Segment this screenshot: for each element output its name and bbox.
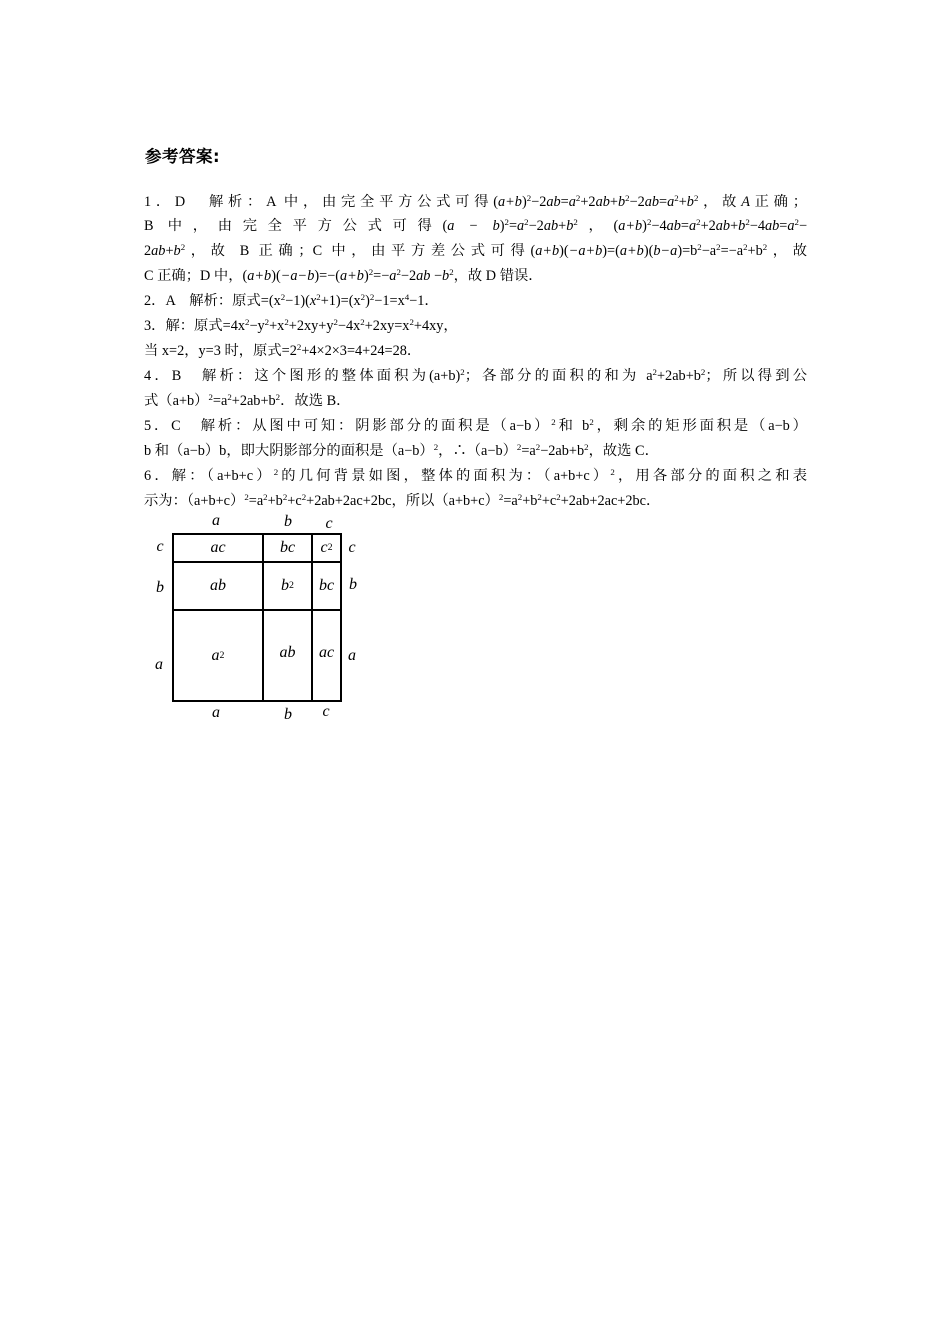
cell-b-squared: b 2 [281,577,294,594]
cell-bc: bc [279,539,296,556]
cell-ab: ab [210,577,226,594]
answer-1-line-3: $2ab+b^2$，故 B 正确；C 中，由平方差公式可得$(a+b)(-a+b)=(a+b)(b-a)=b^2-a^2=-a^2+b^2$，故 [144,242,807,259]
cell-ab-2: ab [279,643,296,661]
cell-ac-2: ac [318,643,335,661]
cell-ac: ac [210,539,226,556]
left-label-a: a [155,656,163,673]
left-label-b: b [156,579,164,596]
top-label-b: b [284,513,292,530]
bottom-label-b: b [284,706,292,723]
answer-6-line-2: 示为：$(a+b+c)^2=a^2+b^2+c^2+2ab+2ac+2bc$，所以$(a+b+c)^2=a^2+b^2+c^2+2ab+2ac+2bc$． [144,492,661,509]
right-label-b: b [349,576,357,593]
left-label-c: c [156,538,164,555]
top-label-a: a [212,512,220,529]
cell-c-squared: c 2 [320,539,333,556]
answer-4-line-1: 4．B 解析：这个图形的整体面积为$(a+b)^2$；各部分的面积的和为 $a^2+2ab+b^2$；所以得到公 [144,367,808,384]
bottom-label-a: a [212,704,220,721]
answer-1-line-4: C 正确；D 中，$(a+b)(-a-b)=-(a+b)^2=-a^2-2ab -b^2$，故 D 错误． [144,267,543,284]
right-label-c: c [348,539,356,556]
answer-1-line-2: B 中，由完全平方公式可得$(a - b)^2=a^2-2ab+b^2$，$(a+b)^2-4ab=a^2+2ab+b^2-4ab=a^2-$ [144,217,808,234]
right-label-a: a [348,647,356,664]
answer-3-line-2: 当 x=2，y=3 时，原式$=2^2+4\times 2\times 3=4+24=28$． [144,342,422,359]
answer-5-line-2: b 和（a−b）b，即大阴影部分的面积是$(a-b)^2$，$\therefore(a-b)^2=a^2-2ab+b^2$，故选 C． [144,442,659,459]
answer-6-line-1: 6．解：$(a+b+c)^2$的几何背景如图，整体的面积为：$(a+b+c)^2$，用各部分的面积之和表 [144,467,807,484]
bottom-label-c: c [322,703,330,720]
cell-bc-2: bc [318,577,335,594]
cell-a-squared: a 2 [211,646,225,664]
answer-5-line-1: 5．C 解析：从图中可知：阴影部分的面积是$(a-b)^2$和 $b^2$，剩余的矩形面积是（a−b） [144,417,807,434]
answer-2: 2．A 解析：原式$=(x^2-1)(x^2+1)=(x^2)^2-1=x^4-1$． [144,292,439,309]
grid-line-bottom [172,700,342,702]
top-label-c: c [325,515,333,532]
grid-line-right [340,533,342,702]
page-title: 参考答案: [145,147,221,166]
answer-3-line-1: 3．解：原式$=4x^2-y^2+x^2+2xy+y^2-4x^2+2xy=x^2+4xy$， [144,317,458,334]
answer-1-line-1: 1．D 解析：A 中，由完全平方公式可得$(a+b)^2-2ab=a^2+2ab+b^2-2ab=a^2+b^2$，故A正确； [144,193,808,210]
answer-4-line-2: 式$(a+b)^2=a^2+2ab+b^2$．故选 B． [144,392,351,409]
square-diagram [150,512,370,727]
